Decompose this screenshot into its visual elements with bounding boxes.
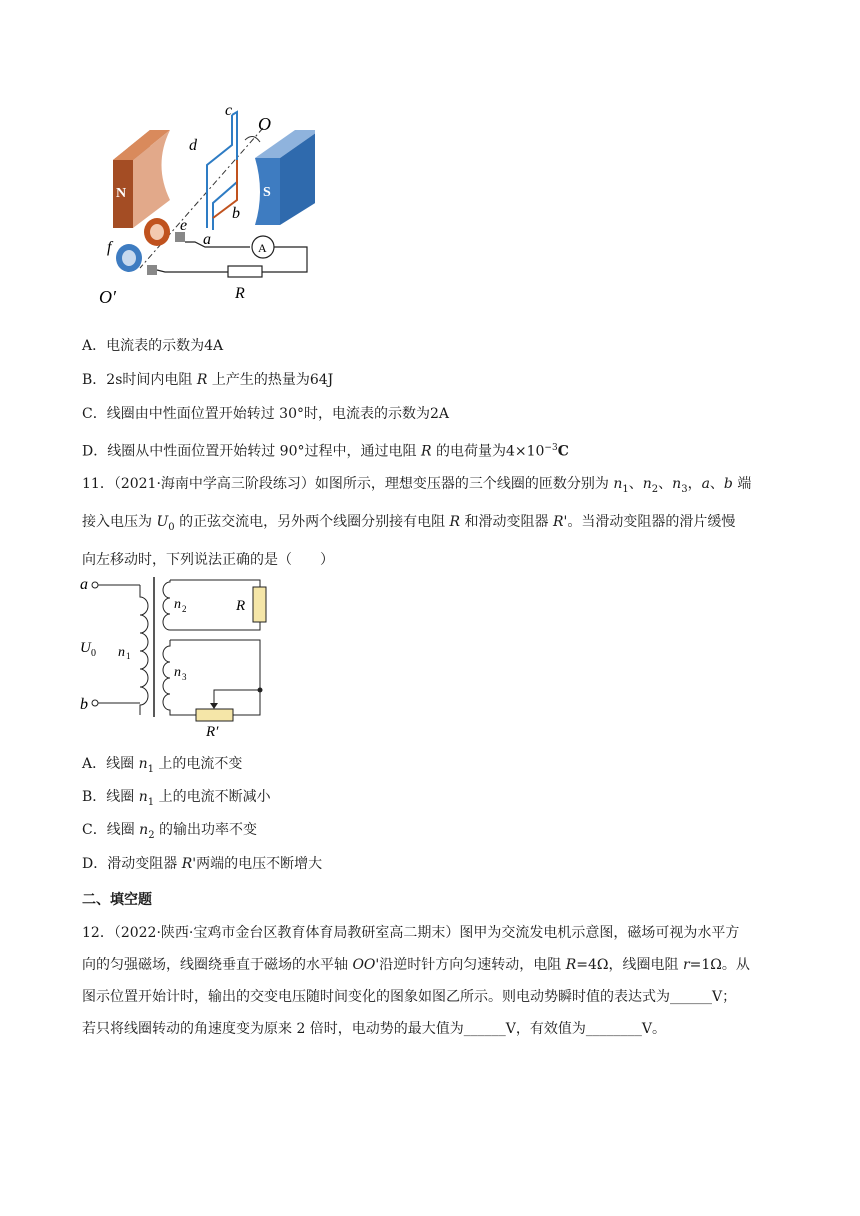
- coil-n2: [163, 580, 170, 630]
- coil-n1: [140, 585, 148, 715]
- terminal-b-label: b: [80, 696, 88, 713]
- transformer-figure: [78, 572, 278, 740]
- label-a: a: [203, 231, 211, 248]
- n3-label: n: [174, 665, 181, 680]
- q12-stem: 12．（2022·陕西·宝鸡市金台区教育体育局教研室高二期末）图甲为交流发电机示意图，磁场可视为水平方 向的匀强磁场，线圈绕垂直于磁场的水平轴 OO'沿逆时针方向匀速转动，电阻 R=4Ω，线圈电阻 r=1Ω。从 图示位置开始计时，输出的交变电压随时间变化的图象如图乙所示。则电动势瞬时值的表达式为______V； 若只将线圈转动的角速度变为原来 2 倍时，电动势的最大值为______V，有效值为________V。: [82, 925, 750, 1037]
- q11-option-c: C．线圈 $n_2$ 的输出功率不变: [82, 822, 258, 841]
- svg-text:1: 1: [126, 651, 131, 661]
- coil-blue: [207, 115, 232, 228]
- q10-option-d: D．线圈从中性面位置开始转过 90°过程中，通过电阻 R 的电荷量为$4\times 10^{-3}C$: [82, 443, 569, 460]
- svg-text:0: 0: [91, 648, 96, 659]
- q10-option-a: A．电流表的示数为4A: [82, 338, 224, 354]
- svg-text:2: 2: [182, 604, 187, 614]
- label-e: e: [180, 217, 188, 234]
- q11-option-a: A．线圈 $n_1$ 上的电流不变: [82, 756, 243, 775]
- label-c: c: [225, 102, 233, 119]
- q11-option-b: B．线圈 $n_1$ 上的电流不断减小: [82, 789, 271, 808]
- q10-option-c: C．线圈由中性面位置开始转过 30°时，电流表的示数为2A: [82, 406, 450, 422]
- q10-option-b: B．2s时间内电阻 R 上产生的热量为64J: [82, 372, 334, 388]
- label-o-prime: O′: [99, 287, 116, 307]
- r-label: R: [236, 598, 246, 614]
- resistor-r: [228, 266, 262, 277]
- label-n: N: [116, 186, 127, 201]
- rheostat-r-prime: [196, 709, 233, 721]
- label-b: b: [232, 205, 240, 222]
- label-ammeter: A: [258, 241, 267, 255]
- label-d: d: [189, 137, 197, 154]
- label-s: S: [263, 185, 271, 200]
- u0-label: U: [80, 640, 91, 656]
- slider: [210, 703, 218, 709]
- coil-n3: [163, 640, 170, 714]
- resistor-r: [253, 587, 266, 622]
- q11-stem: 11．（2021·海南中学高三阶段练习）如图所示，理想变压器的三个线圈的匝数分别为 $n_1$、$n_2$、$n_3$，a、b 端 接入电压为 $U_0$ 的正弦交流电，另外两个线圈分别接有电阻 R 和滑动变阻器 R'。当滑动变阻器的滑片缓慢 向左移动时，下列说法正确的是（ ）: [82, 476, 752, 568]
- terminal-a-label: a: [80, 576, 88, 593]
- label-f: f: [107, 239, 112, 256]
- svg-text:3: 3: [182, 672, 187, 682]
- section-title: 二、填空题: [82, 892, 152, 908]
- n2-label: n: [174, 597, 181, 612]
- n1-label: n: [118, 645, 125, 660]
- q11-option-d: D．滑动变阻器 R'两端的电压不断增大: [82, 856, 323, 872]
- label-r: R: [235, 285, 245, 302]
- label-o: O: [258, 114, 271, 134]
- ac-generator-figure: [95, 100, 315, 315]
- r-prime-label: R′: [206, 724, 219, 740]
